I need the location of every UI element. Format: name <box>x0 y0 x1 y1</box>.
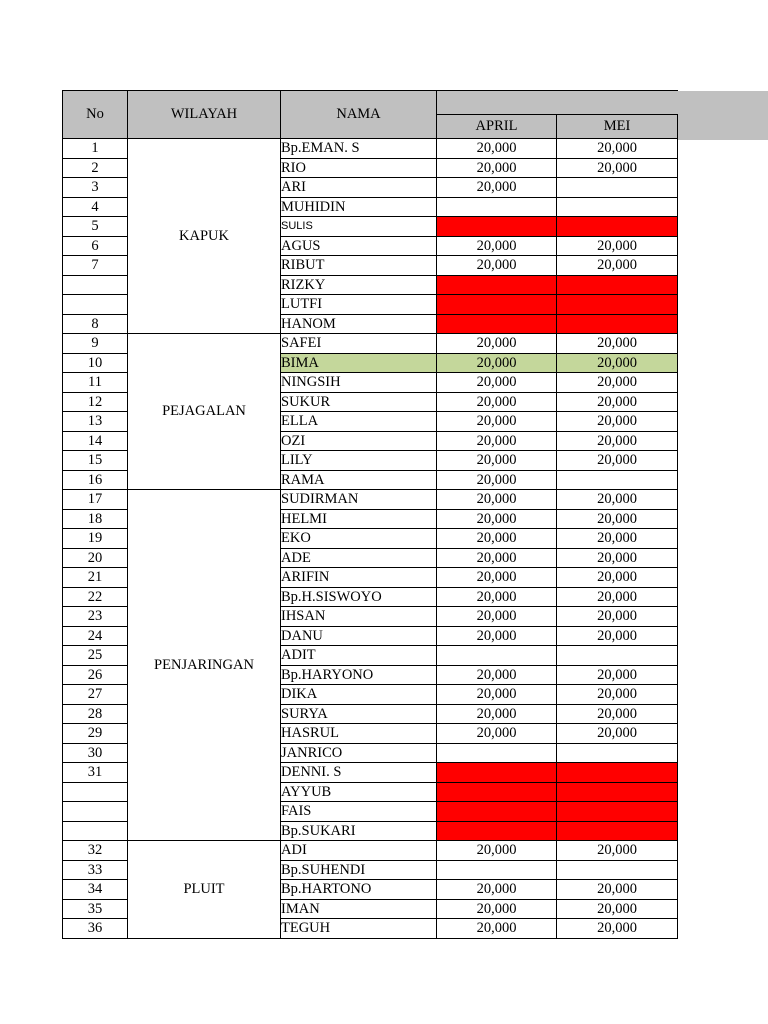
mei-payment-cell: 20,000 <box>557 685 678 705</box>
name-cell: RIO <box>281 158 437 178</box>
name-cell: DIKA <box>281 685 437 705</box>
name-cell: Bp.SUKARI <box>281 821 437 841</box>
april-payment-cell: 20,000 <box>437 334 557 354</box>
mei-payment-cell: 20,000 <box>557 353 678 373</box>
mei-payment-cell: 20,000 <box>557 158 678 178</box>
april-payment-cell: 20,000 <box>437 392 557 412</box>
table-row <box>63 139 678 159</box>
region-cell: PLUIT <box>128 841 281 939</box>
row-number: 25 <box>63 646 128 666</box>
name-cell: TEGUH <box>281 919 437 939</box>
name-cell: Bp.HARTONO <box>281 880 437 900</box>
mei-payment-cell <box>557 802 678 822</box>
name-cell: Bp.HARYONO <box>281 665 437 685</box>
april-payment-cell: 20,000 <box>437 529 557 549</box>
mei-payment-cell: 20,000 <box>557 665 678 685</box>
name-cell: SUDIRMAN <box>281 490 437 510</box>
name-cell: ADIT <box>281 646 437 666</box>
april-payment-cell: 20,000 <box>437 451 557 471</box>
row-number: 31 <box>63 763 128 783</box>
mei-payment-cell: 20,000 <box>557 334 678 354</box>
mei-payment-cell: 20,000 <box>557 236 678 256</box>
table-row <box>63 490 678 510</box>
mei-payment-cell <box>557 821 678 841</box>
name-cell: SUKUR <box>281 392 437 412</box>
row-number: 9 <box>63 334 128 354</box>
row-number: 24 <box>63 626 128 646</box>
april-payment-cell: 20,000 <box>437 626 557 646</box>
april-payment-cell: 20,000 <box>437 412 557 432</box>
row-number <box>63 782 128 802</box>
april-payment-cell <box>437 782 557 802</box>
row-number: 30 <box>63 743 128 763</box>
name-cell: AGUS <box>281 236 437 256</box>
header-no: No <box>63 91 128 139</box>
name-cell: SAFEI <box>281 334 437 354</box>
mei-payment-cell: 20,000 <box>557 548 678 568</box>
mei-payment-cell <box>557 646 678 666</box>
header-month-group <box>437 91 678 115</box>
april-payment-cell: 20,000 <box>437 919 557 939</box>
row-number: 17 <box>63 490 128 510</box>
row-number: 16 <box>63 470 128 490</box>
april-payment-cell: 20,000 <box>437 665 557 685</box>
april-payment-cell <box>437 860 557 880</box>
april-payment-cell <box>437 314 557 334</box>
row-number: 32 <box>63 841 128 861</box>
header-gray-extension <box>677 91 768 140</box>
row-number: 15 <box>63 451 128 471</box>
mei-payment-cell: 20,000 <box>557 568 678 588</box>
name-cell: BIMA <box>281 353 437 373</box>
table-row <box>63 841 678 861</box>
name-cell: ELLA <box>281 412 437 432</box>
april-payment-cell <box>437 275 557 295</box>
region-cell: PENJARINGAN <box>128 490 281 841</box>
name-cell: JANRICO <box>281 743 437 763</box>
april-payment-cell <box>437 821 557 841</box>
mei-payment-cell <box>557 295 678 315</box>
april-payment-cell: 20,000 <box>437 470 557 490</box>
header-april: APRIL <box>437 115 557 139</box>
mei-payment-cell: 20,000 <box>557 607 678 627</box>
row-number: 23 <box>63 607 128 627</box>
row-number: 11 <box>63 373 128 393</box>
name-cell: ADI <box>281 841 437 861</box>
mei-payment-cell: 20,000 <box>557 431 678 451</box>
april-payment-cell: 20,000 <box>437 353 557 373</box>
mei-payment-cell: 20,000 <box>557 139 678 159</box>
mei-payment-cell: 20,000 <box>557 899 678 919</box>
row-number: 3 <box>63 178 128 198</box>
april-payment-cell: 20,000 <box>437 509 557 529</box>
row-number: 35 <box>63 899 128 919</box>
header-mei: MEI <box>557 115 678 139</box>
row-number <box>63 275 128 295</box>
april-payment-cell <box>437 295 557 315</box>
name-cell: IMAN <box>281 899 437 919</box>
name-cell: ARI <box>281 178 437 198</box>
name-cell: HASRUL <box>281 724 437 744</box>
mei-payment-cell: 20,000 <box>557 412 678 432</box>
row-number: 29 <box>63 724 128 744</box>
april-payment-cell <box>437 646 557 666</box>
april-payment-cell <box>437 743 557 763</box>
row-number: 21 <box>63 568 128 588</box>
april-payment-cell: 20,000 <box>437 431 557 451</box>
april-payment-cell: 20,000 <box>437 256 557 276</box>
row-number: 7 <box>63 256 128 276</box>
name-cell: ARIFIN <box>281 568 437 588</box>
row-number: 36 <box>63 919 128 939</box>
april-payment-cell: 20,000 <box>437 158 557 178</box>
name-cell: Bp.SUHENDI <box>281 860 437 880</box>
mei-payment-cell: 20,000 <box>557 451 678 471</box>
april-payment-cell: 20,000 <box>437 548 557 568</box>
table-row <box>63 334 678 354</box>
mei-payment-cell: 20,000 <box>557 841 678 861</box>
row-number: 34 <box>63 880 128 900</box>
table-body <box>63 139 678 939</box>
row-number: 33 <box>63 860 128 880</box>
mei-payment-cell: 20,000 <box>557 919 678 939</box>
april-payment-cell: 20,000 <box>437 607 557 627</box>
row-number: 19 <box>63 529 128 549</box>
mei-payment-cell <box>557 314 678 334</box>
april-payment-cell <box>437 802 557 822</box>
mei-payment-cell <box>557 275 678 295</box>
row-number: 14 <box>63 431 128 451</box>
april-payment-cell <box>437 217 557 237</box>
mei-payment-cell <box>557 743 678 763</box>
name-cell: Bp.EMAN. S <box>281 139 437 159</box>
name-cell: LILY <box>281 451 437 471</box>
row-number: 22 <box>63 587 128 607</box>
name-cell: DANU <box>281 626 437 646</box>
name-cell: ADE <box>281 548 437 568</box>
mei-payment-cell: 20,000 <box>557 373 678 393</box>
name-cell: Bp.H.SISWOYO <box>281 587 437 607</box>
april-payment-cell: 20,000 <box>437 841 557 861</box>
name-cell: SULIS <box>281 217 437 237</box>
header-wilayah: WILAYAH <box>128 91 281 139</box>
mei-payment-cell <box>557 860 678 880</box>
row-number: 27 <box>63 685 128 705</box>
row-number: 8 <box>63 314 128 334</box>
row-number: 2 <box>63 158 128 178</box>
mei-payment-cell: 20,000 <box>557 880 678 900</box>
mei-payment-cell <box>557 178 678 198</box>
name-cell: RAMA <box>281 470 437 490</box>
april-payment-cell: 20,000 <box>437 899 557 919</box>
april-payment-cell <box>437 763 557 783</box>
mei-payment-cell <box>557 217 678 237</box>
name-cell: HANOM <box>281 314 437 334</box>
april-payment-cell: 20,000 <box>437 236 557 256</box>
row-number: 1 <box>63 139 128 159</box>
april-payment-cell: 20,000 <box>437 724 557 744</box>
april-payment-cell: 20,000 <box>437 178 557 198</box>
mei-payment-cell: 20,000 <box>557 704 678 724</box>
mei-payment-cell: 20,000 <box>557 392 678 412</box>
row-number <box>63 821 128 841</box>
name-cell: MUHIDIN <box>281 197 437 217</box>
row-number: 20 <box>63 548 128 568</box>
name-cell: NINGSIH <box>281 373 437 393</box>
mei-payment-cell: 20,000 <box>557 509 678 529</box>
april-payment-cell: 20,000 <box>437 880 557 900</box>
mei-payment-cell <box>557 197 678 217</box>
name-cell: EKO <box>281 529 437 549</box>
april-payment-cell: 20,000 <box>437 685 557 705</box>
name-cell: HELMI <box>281 509 437 529</box>
payment-table <box>62 90 678 939</box>
row-number: 4 <box>63 197 128 217</box>
name-cell: AYYUB <box>281 782 437 802</box>
april-payment-cell: 20,000 <box>437 139 557 159</box>
name-cell: RIBUT <box>281 256 437 276</box>
mei-payment-cell: 20,000 <box>557 490 678 510</box>
april-payment-cell: 20,000 <box>437 704 557 724</box>
region-cell: KAPUK <box>128 139 281 334</box>
april-payment-cell: 20,000 <box>437 490 557 510</box>
mei-payment-cell: 20,000 <box>557 529 678 549</box>
mei-payment-cell <box>557 782 678 802</box>
april-payment-cell: 20,000 <box>437 568 557 588</box>
name-cell: IHSAN <box>281 607 437 627</box>
name-cell: LUTFI <box>281 295 437 315</box>
region-cell: PEJAGALAN <box>128 334 281 490</box>
header-nama: NAMA <box>281 91 437 139</box>
row-number: 18 <box>63 509 128 529</box>
name-cell: OZI <box>281 431 437 451</box>
row-number <box>63 802 128 822</box>
row-number <box>63 295 128 315</box>
april-payment-cell: 20,000 <box>437 587 557 607</box>
row-number: 10 <box>63 353 128 373</box>
name-cell: DENNI. S <box>281 763 437 783</box>
mei-payment-cell: 20,000 <box>557 724 678 744</box>
mei-payment-cell <box>557 763 678 783</box>
row-number: 28 <box>63 704 128 724</box>
row-number: 13 <box>63 412 128 432</box>
row-number: 26 <box>63 665 128 685</box>
april-payment-cell <box>437 197 557 217</box>
name-cell: SURYA <box>281 704 437 724</box>
row-number: 12 <box>63 392 128 412</box>
april-payment-cell: 20,000 <box>437 373 557 393</box>
name-cell: RIZKY <box>281 275 437 295</box>
name-cell: FAIS <box>281 802 437 822</box>
row-number: 6 <box>63 236 128 256</box>
mei-payment-cell: 20,000 <box>557 256 678 276</box>
mei-payment-cell: 20,000 <box>557 626 678 646</box>
row-number: 5 <box>63 217 128 237</box>
mei-payment-cell <box>557 470 678 490</box>
mei-payment-cell: 20,000 <box>557 587 678 607</box>
